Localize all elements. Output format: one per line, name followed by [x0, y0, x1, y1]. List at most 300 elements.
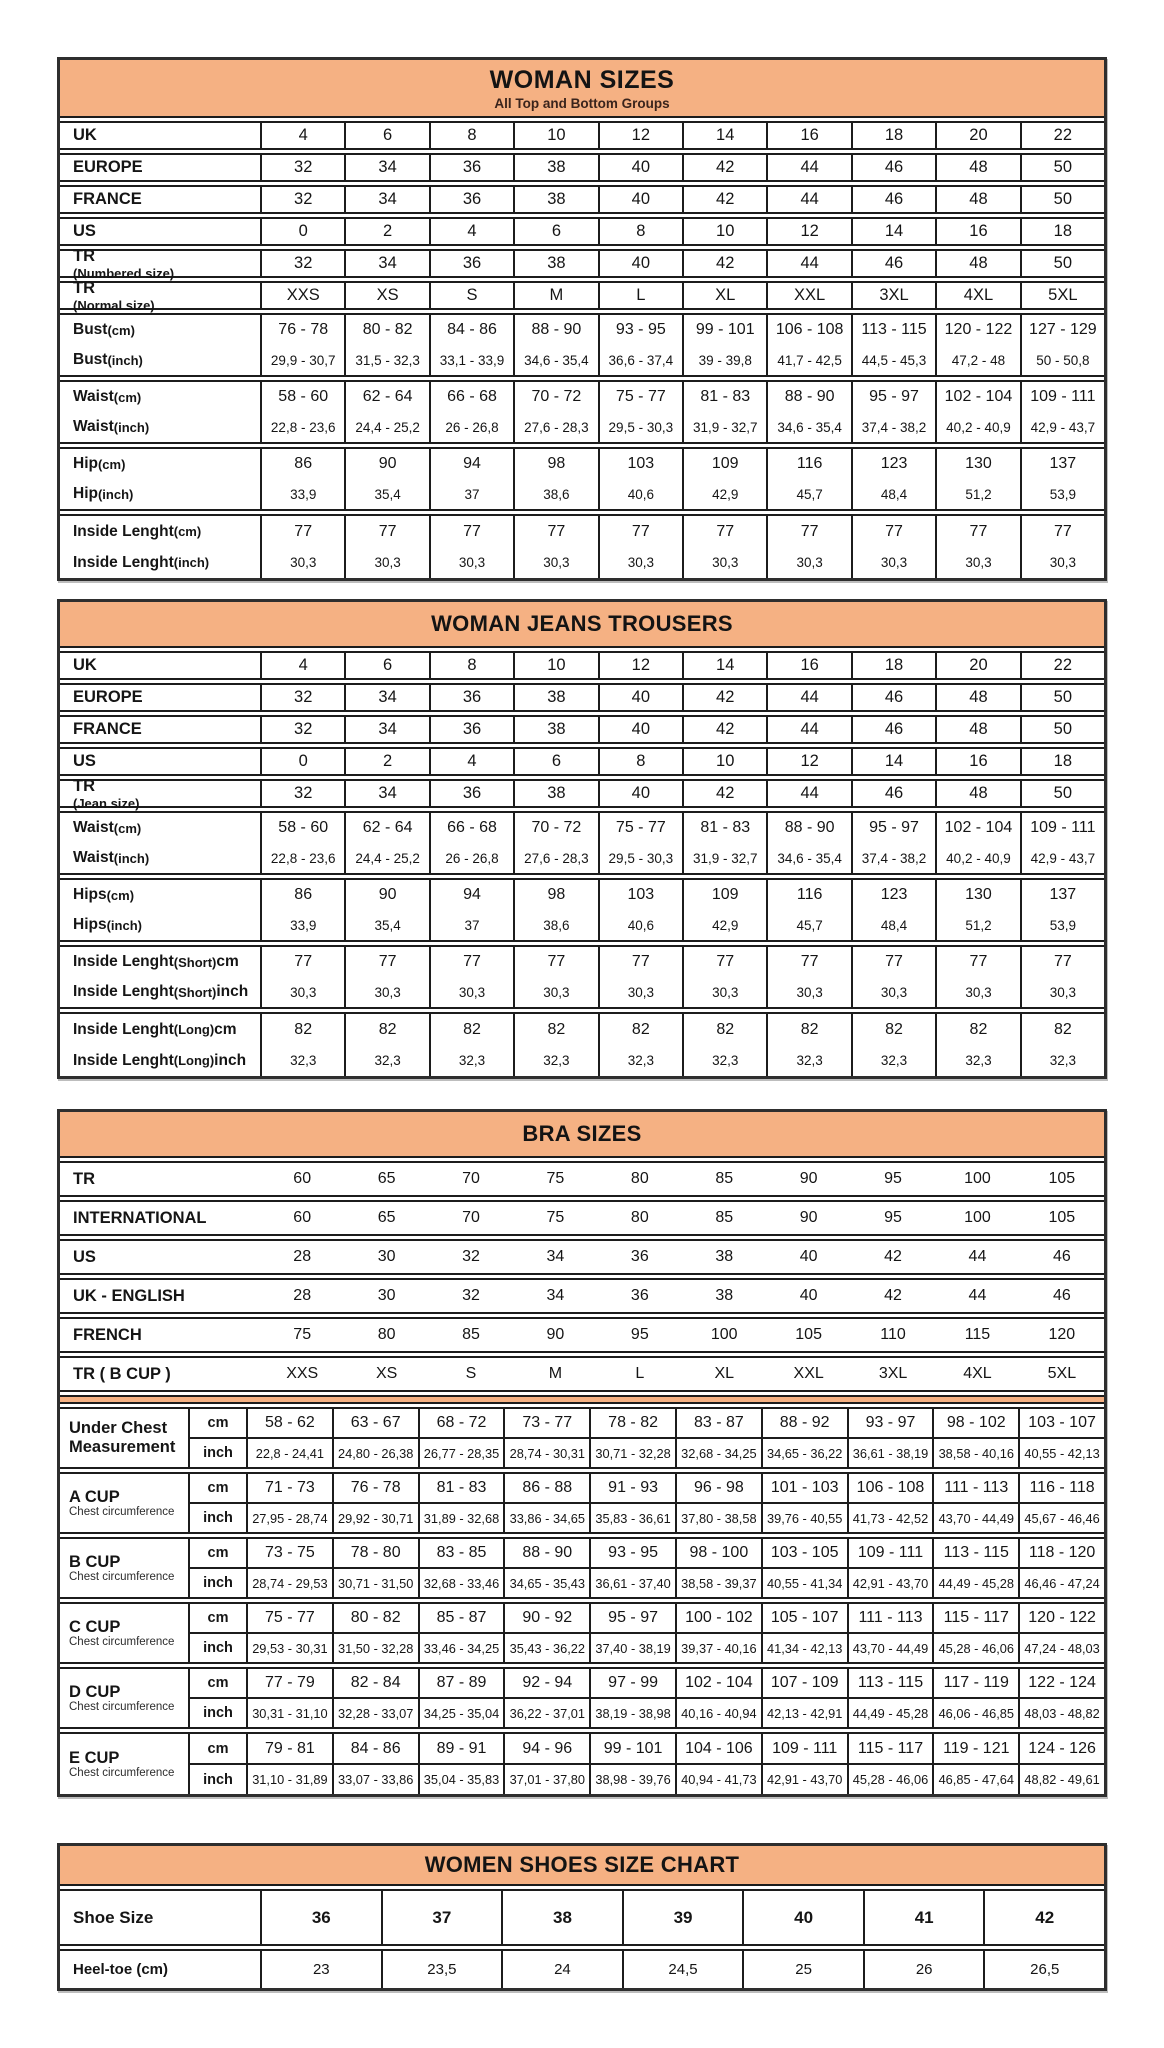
value-cell: 12: [598, 123, 682, 148]
value-cell: 36: [260, 1891, 381, 1944]
value-cell: 75 - 77 29,5 - 30,3: [598, 382, 682, 442]
table-row: [60, 1317, 1104, 1353]
value-cell: 8: [598, 749, 682, 774]
value-cell: 77 30,3: [429, 516, 513, 578]
unit-cell: [188, 1474, 246, 1532]
value-cell: 83 - 87 32,68 - 34,25: [675, 1409, 761, 1467]
value-cell: 118 - 120 46,46 - 47,24: [1018, 1539, 1104, 1597]
value-cell: 120 - 122 47,2 - 48: [935, 315, 1019, 375]
cm-unit-label: cm: [207, 1610, 229, 1626]
value-cell: 100: [964, 1170, 991, 1187]
value-cell: 75 - 77 29,5 - 30,3: [598, 813, 682, 873]
value-cell: 98 38,6: [513, 449, 597, 509]
value-cell: 120 - 122 47,24 - 48,03: [1018, 1604, 1104, 1662]
value-cell: 10: [513, 123, 597, 148]
unit-cell: [188, 1669, 246, 1727]
value-cell: 77 30,3: [513, 516, 597, 578]
value-cell: 48: [935, 251, 1019, 276]
value-cell: 18: [1020, 219, 1104, 244]
value-cell: 66 - 68 26 - 26,8: [429, 813, 513, 873]
row-label: FRANCE: [73, 190, 142, 208]
value-cell: 60: [293, 1209, 312, 1226]
value-cell: 36: [630, 1287, 649, 1304]
value-cell: 14: [682, 123, 766, 148]
table-row: [60, 945, 1104, 1009]
bra-section-divider: [60, 1395, 1104, 1404]
value-cell: 70: [462, 1209, 480, 1226]
value-cell: 58 - 60 22,8 - 23,6: [260, 382, 344, 442]
value-cell: 77 30,3: [1020, 516, 1104, 578]
value-cell: 78 - 80 30,71 - 31,50: [332, 1539, 418, 1597]
value-cell: 111 - 113 43,70 - 44,49: [847, 1604, 933, 1662]
value-cell: 36: [429, 155, 513, 180]
value-cell: 100: [710, 1326, 738, 1343]
value-cell: 37: [381, 1891, 502, 1944]
value-cell: 32: [260, 717, 344, 742]
table-row: [60, 1407, 1104, 1469]
value-cell: 14: [851, 749, 935, 774]
value-cell: 77 30,3: [682, 516, 766, 578]
value-cell: 90: [799, 1209, 818, 1226]
value-cell: 107 - 109 42,13 - 42,91: [761, 1669, 847, 1727]
value-cell: 46: [851, 781, 935, 806]
table-women-shoes-size-chart: [57, 1843, 1107, 1991]
value-cell: 0: [260, 749, 344, 774]
value-cell: 36: [429, 187, 513, 212]
value-cell: 20: [935, 123, 1019, 148]
table-row: [60, 747, 1104, 776]
value-cell: 6: [513, 749, 597, 774]
value-cell: 22: [1020, 653, 1104, 678]
table-row: [60, 1356, 1104, 1392]
row-label: Inside Lenght (Long) cm Inside Lenght (Long) inch: [73, 1020, 247, 1069]
table-row: [60, 121, 1104, 150]
value-cell: 36: [429, 251, 513, 276]
value-cell: 40: [598, 717, 682, 742]
value-cell: XL: [682, 283, 766, 308]
table-row: [60, 1537, 1104, 1599]
value-cell: 79 - 81 31,10 - 31,89: [246, 1734, 332, 1794]
value-cell: 58 - 62 22,8 - 24,41: [246, 1409, 332, 1467]
row-label: INTERNATIONAL: [73, 1208, 207, 1227]
value-cell: 44: [766, 251, 850, 276]
inch-unit-label: inch: [190, 1632, 246, 1662]
table-row: [60, 1472, 1104, 1534]
value-cell: 4: [429, 749, 513, 774]
value-cell: 93 - 97 36,61 - 38,19: [847, 1409, 933, 1467]
value-cell: 6: [513, 219, 597, 244]
value-cell: 30: [377, 1287, 396, 1304]
value-cell: 86 33,9: [260, 880, 344, 940]
value-cell: 12: [766, 219, 850, 244]
value-cell: 88 - 90 34,65 - 35,43: [503, 1539, 589, 1597]
value-cell: 38: [715, 1287, 734, 1304]
value-cell: 32: [260, 187, 344, 212]
shoes-chart-title: WOMEN SHOES SIZE CHART: [424, 1852, 740, 1877]
value-cell: 115 - 117 45,28 - 46,06: [932, 1604, 1018, 1662]
value-cell: 42: [884, 1287, 902, 1304]
value-cell: 77 30,3: [766, 947, 850, 1007]
row-label: TR (Normal size): [73, 278, 155, 313]
value-cell: 38: [513, 781, 597, 806]
value-cell: 71 - 73 27,95 - 28,74: [246, 1474, 332, 1532]
value-cell: 85: [462, 1326, 480, 1343]
value-cell: 77 30,3: [935, 947, 1019, 1007]
value-cell: 120: [1048, 1326, 1076, 1343]
value-cell: L: [598, 283, 682, 308]
value-cell: 81 - 83 31,9 - 32,7: [682, 813, 766, 873]
inch-unit-label: inch: [190, 1502, 246, 1532]
value-cell: 77 30,3: [429, 947, 513, 1007]
unit-cell: [188, 1539, 246, 1597]
value-cell: 80 - 82 31,5 - 32,3: [344, 315, 428, 375]
value-cell: 116 45,7: [766, 880, 850, 940]
value-cell: 44: [766, 155, 850, 180]
bra-sizes-header: [60, 1112, 1104, 1158]
unit-cell: [188, 1734, 246, 1794]
value-cell: 42: [884, 1248, 902, 1265]
row-label: D CUP Chest circumference: [69, 1682, 175, 1714]
value-cell: 94 - 96 37,01 - 37,80: [503, 1734, 589, 1794]
value-cell: 115: [964, 1326, 991, 1343]
value-cell: 115 - 117 45,28 - 46,06: [847, 1734, 933, 1794]
value-cell: 50: [1020, 717, 1104, 742]
value-cell: 28: [293, 1248, 312, 1265]
value-cell: 82 32,3: [260, 1014, 344, 1076]
value-cell: 137 53,9: [1020, 449, 1104, 509]
value-cell: 82 32,3: [682, 1014, 766, 1076]
value-cell: 90 35,4: [344, 880, 428, 940]
table-woman-sizes: [57, 57, 1107, 581]
value-cell: 63 - 67 24,80 - 26,38: [332, 1409, 418, 1467]
value-cell: 80: [377, 1326, 396, 1343]
table-row: [60, 683, 1104, 712]
value-cell: 46: [851, 187, 935, 212]
value-cell: 95: [884, 1170, 902, 1187]
value-cell: 48: [935, 155, 1019, 180]
value-cell: 70 - 72 27,6 - 28,3: [513, 382, 597, 442]
value-cell: 26: [863, 1951, 984, 1988]
value-cell: 113 - 115 44,5 - 45,3: [851, 315, 935, 375]
value-cell: 127 - 129 50 - 50,8: [1020, 315, 1104, 375]
value-cell: 81 - 83 31,9 - 32,7: [682, 382, 766, 442]
value-cell: 18: [1020, 749, 1104, 774]
value-cell: 77 30,3: [1020, 947, 1104, 1007]
row-label: Bust (cm) Bust (inch): [73, 321, 143, 368]
table-row: [60, 185, 1104, 214]
table-row: [60, 1012, 1104, 1076]
value-cell: 103 40,6: [598, 449, 682, 509]
value-cell: 90: [799, 1170, 818, 1187]
value-cell: 88 - 90 34,6 - 35,4: [766, 382, 850, 442]
value-cell: 65: [377, 1209, 396, 1226]
value-cell: 28: [293, 1287, 312, 1304]
value-cell: 42: [682, 251, 766, 276]
value-cell: 103 40,6: [598, 880, 682, 940]
value-cell: 10: [682, 219, 766, 244]
value-cell: XXL: [766, 283, 850, 308]
value-cell: 38: [513, 717, 597, 742]
cm-unit-label: cm: [207, 1545, 229, 1561]
value-cell: 113 - 115 44,49 - 45,28: [932, 1539, 1018, 1597]
value-cell: 46: [851, 251, 935, 276]
value-cell: 77 30,3: [260, 516, 344, 578]
value-cell: 105: [795, 1326, 822, 1343]
table-row: [60, 514, 1104, 578]
value-cell: 41: [863, 1891, 984, 1944]
value-cell: 119 - 121 46,85 - 47,64: [932, 1734, 1018, 1794]
value-cell: 4: [429, 219, 513, 244]
value-cell: 70: [462, 1170, 480, 1187]
value-cell: 62 - 64 24,4 - 25,2: [344, 382, 428, 442]
row-label: Hips (cm) Hips (inch): [73, 886, 142, 933]
value-cell: 100: [964, 1209, 991, 1226]
row-label: FRENCH: [73, 1325, 142, 1344]
row-label: A CUP Chest circumference: [69, 1487, 175, 1519]
value-cell: 18: [851, 653, 935, 678]
value-cell: 96 - 98 37,80 - 38,58: [675, 1474, 761, 1532]
value-cell: 90 35,4: [344, 449, 428, 509]
value-cell: 77 30,3: [682, 947, 766, 1007]
cm-unit-label: cm: [207, 1480, 229, 1496]
value-cell: S: [429, 283, 513, 308]
woman-sizes-title: WOMAN SIZES: [489, 65, 675, 94]
value-cell: 32: [260, 781, 344, 806]
value-cell: 23: [260, 1951, 381, 1988]
value-cell: 32: [260, 251, 344, 276]
woman-sizes-rows: [60, 121, 1104, 578]
value-cell: 95 - 97 37,4 - 38,2: [851, 382, 935, 442]
row-label: E CUP Chest circumference: [69, 1748, 175, 1780]
value-cell: 77 30,3: [344, 516, 428, 578]
value-cell: 81 - 83 31,89 - 32,68: [418, 1474, 504, 1532]
table-row: [60, 217, 1104, 246]
woman-jeans-header: [60, 602, 1104, 648]
value-cell: 82 32,3: [513, 1014, 597, 1076]
row-label: US: [73, 1247, 96, 1266]
value-cell: 90: [546, 1326, 565, 1343]
value-cell: 88 - 92 34,65 - 36,22: [761, 1409, 847, 1467]
value-cell: 44: [766, 781, 850, 806]
row-label: TR (Numbered size): [73, 246, 175, 281]
inch-unit-label: inch: [190, 1567, 246, 1597]
value-cell: 24,5: [622, 1951, 743, 1988]
value-cell: 14: [851, 219, 935, 244]
row-label: Waist (cm) Waist (inch): [73, 819, 150, 866]
value-cell: 75 - 77 29,53 - 30,31: [246, 1604, 332, 1662]
value-cell: 8: [429, 123, 513, 148]
value-cell: 82 32,3: [344, 1014, 428, 1076]
value-cell: 40: [598, 155, 682, 180]
value-cell: 36: [429, 685, 513, 710]
value-cell: 4XL: [963, 1365, 992, 1382]
value-cell: 22: [1020, 123, 1104, 148]
value-cell: 3XL: [851, 283, 935, 308]
value-cell: 36: [630, 1248, 649, 1265]
value-cell: XXL: [793, 1365, 824, 1382]
woman-sizes-header: [60, 60, 1104, 118]
value-cell: 20: [935, 653, 1019, 678]
table-row: [60, 878, 1104, 942]
value-cell: 34: [344, 155, 428, 180]
value-cell: 6: [344, 653, 428, 678]
value-cell: 124 - 126 48,82 - 49,61: [1018, 1734, 1104, 1794]
value-cell: 103 - 107 40,55 - 42,13: [1018, 1409, 1104, 1467]
value-cell: 40: [598, 187, 682, 212]
value-cell: 106 - 108 41,7 - 42,5: [766, 315, 850, 375]
value-cell: 38: [513, 187, 597, 212]
value-cell: 99 - 101 39 - 39,8: [682, 315, 766, 375]
row-label: UK: [73, 656, 97, 674]
value-cell: 77 30,3: [766, 516, 850, 578]
value-cell: 100 - 102 39,37 - 40,16: [675, 1604, 761, 1662]
value-cell: 130 51,2: [935, 880, 1019, 940]
value-cell: 3XL: [878, 1365, 908, 1382]
value-cell: 76 - 78 29,9 - 30,7: [260, 315, 344, 375]
value-cell: 34: [344, 717, 428, 742]
value-cell: 58 - 60 22,8 - 23,6: [260, 813, 344, 873]
value-cell: 101 - 103 39,76 - 40,55: [761, 1474, 847, 1532]
table-row: [60, 313, 1104, 377]
value-cell: 105: [1048, 1170, 1076, 1187]
value-cell: 4XL: [935, 283, 1019, 308]
value-cell: 82 32,3: [766, 1014, 850, 1076]
row-label: Inside Lenght (Short) cm Inside Lenght (Short) inch: [73, 953, 249, 1000]
table-row: [60, 278, 1104, 313]
value-cell: 42: [983, 1891, 1104, 1944]
value-cell: 39: [622, 1891, 743, 1944]
bra-sizes-title: BRA SIZES: [522, 1121, 642, 1146]
value-cell: 48: [935, 685, 1019, 710]
row-label: Hip (cm) Hip (inch): [73, 455, 134, 502]
value-cell: 75: [293, 1326, 312, 1343]
value-cell: 42: [682, 187, 766, 212]
value-cell: 80 - 82 31,50 - 32,28: [332, 1604, 418, 1662]
value-cell: 25: [742, 1951, 863, 1988]
value-cell: 88 - 90 34,6 - 35,4: [766, 813, 850, 873]
row-label: UK - ENGLISH: [73, 1286, 185, 1305]
row-label: B CUP Chest circumference: [69, 1552, 175, 1584]
value-cell: 95: [884, 1209, 902, 1226]
table-bra-sizes: [57, 1109, 1107, 1797]
value-cell: 95: [630, 1326, 649, 1343]
value-cell: 44: [766, 717, 850, 742]
value-cell: 2: [344, 219, 428, 244]
row-label: US: [73, 752, 96, 770]
value-cell: 46: [851, 717, 935, 742]
value-cell: 75: [546, 1209, 565, 1226]
value-cell: 77 30,3: [851, 947, 935, 1007]
table-row: [60, 1667, 1104, 1729]
value-cell: 85 - 87 33,46 - 34,25: [418, 1604, 504, 1662]
value-cell: 111 - 113 43,70 - 44,49: [932, 1474, 1018, 1532]
inch-unit-label: inch: [190, 1697, 246, 1727]
row-label: Inside Lenght (cm) Inside Lenght (inch): [73, 522, 210, 571]
value-cell: 8: [598, 219, 682, 244]
value-cell: 44: [968, 1248, 987, 1265]
table-woman-jeans-trousers: [57, 599, 1107, 1079]
value-cell: 34: [344, 781, 428, 806]
value-cell: 82 32,3: [1020, 1014, 1104, 1076]
value-cell: 32: [462, 1248, 480, 1265]
value-cell: 48: [935, 187, 1019, 212]
value-cell: 38: [501, 1891, 622, 1944]
table-row: [60, 1602, 1104, 1664]
value-cell: 12: [598, 653, 682, 678]
value-cell: 102 - 104 40,16 - 40,94: [675, 1669, 761, 1727]
value-cell: 42: [682, 155, 766, 180]
value-cell: 40: [598, 781, 682, 806]
table-row: [60, 447, 1104, 511]
value-cell: 94 37: [429, 449, 513, 509]
value-cell: 109 - 111 42,9 - 43,7: [1020, 813, 1104, 873]
value-cell: 42: [682, 717, 766, 742]
value-cell: 4: [260, 123, 344, 148]
value-cell: 32: [260, 685, 344, 710]
value-cell: 83 - 85 32,68 - 33,46: [418, 1539, 504, 1597]
shoes-chart-header: [60, 1846, 1104, 1886]
row-label: TR (Jean size): [73, 776, 140, 811]
value-cell: M: [513, 283, 597, 308]
value-cell: 0: [260, 219, 344, 244]
cm-unit-label: cm: [207, 1675, 229, 1691]
value-cell: 97 - 99 38,19 - 38,98: [589, 1669, 675, 1727]
value-cell: 95 - 97 37,40 - 38,19: [589, 1604, 675, 1662]
value-cell: 105 - 107 41,34 - 42,13: [761, 1604, 847, 1662]
cm-unit-label: cm: [207, 1740, 229, 1757]
value-cell: 109 42,9: [682, 880, 766, 940]
value-cell: 66 - 68 26 - 26,8: [429, 382, 513, 442]
value-cell: XS: [344, 283, 428, 308]
value-cell: 40: [742, 1891, 863, 1944]
row-label: Shoe Size: [73, 1907, 154, 1927]
value-cell: 80: [630, 1209, 649, 1226]
value-cell: 109 - 111 42,9 - 43,7: [1020, 382, 1104, 442]
value-cell: 106 - 108 41,73 - 42,52: [847, 1474, 933, 1532]
table-row: [60, 153, 1104, 182]
value-cell: 5XL: [1047, 1365, 1077, 1382]
value-cell: 104 - 106 40,94 - 41,73: [675, 1734, 761, 1794]
table-row: [60, 1239, 1104, 1275]
value-cell: 50: [1020, 155, 1104, 180]
value-cell: 26,5: [983, 1951, 1104, 1988]
woman-sizes-subtitle: All Top and Bottom Groups: [494, 95, 670, 111]
value-cell: 4: [260, 653, 344, 678]
inch-unit-label: inch: [190, 1763, 246, 1794]
value-cell: 95 - 97 37,4 - 38,2: [851, 813, 935, 873]
value-cell: 40: [799, 1287, 818, 1304]
inch-unit-label: inch: [190, 1437, 246, 1467]
value-cell: 82 32,3: [935, 1014, 1019, 1076]
value-cell: 40: [598, 251, 682, 276]
value-cell: 98 - 100 38,58 - 39,37: [675, 1539, 761, 1597]
value-cell: 10: [682, 749, 766, 774]
value-cell: 6: [344, 123, 428, 148]
value-cell: 60: [293, 1170, 312, 1187]
value-cell: 46: [851, 155, 935, 180]
value-cell: 94 37: [429, 880, 513, 940]
value-cell: 93 - 95 36,6 - 37,4: [598, 315, 682, 375]
value-cell: 85: [715, 1170, 734, 1187]
value-cell: 62 - 64 24,4 - 25,2: [344, 813, 428, 873]
value-cell: 50: [1020, 251, 1104, 276]
value-cell: 48: [935, 717, 1019, 742]
value-cell: L: [635, 1365, 645, 1382]
value-cell: 8: [429, 653, 513, 678]
value-cell: 32: [260, 155, 344, 180]
row-label: Under Chest Measurement: [69, 1419, 176, 1456]
value-cell: 137 53,9: [1020, 880, 1104, 940]
